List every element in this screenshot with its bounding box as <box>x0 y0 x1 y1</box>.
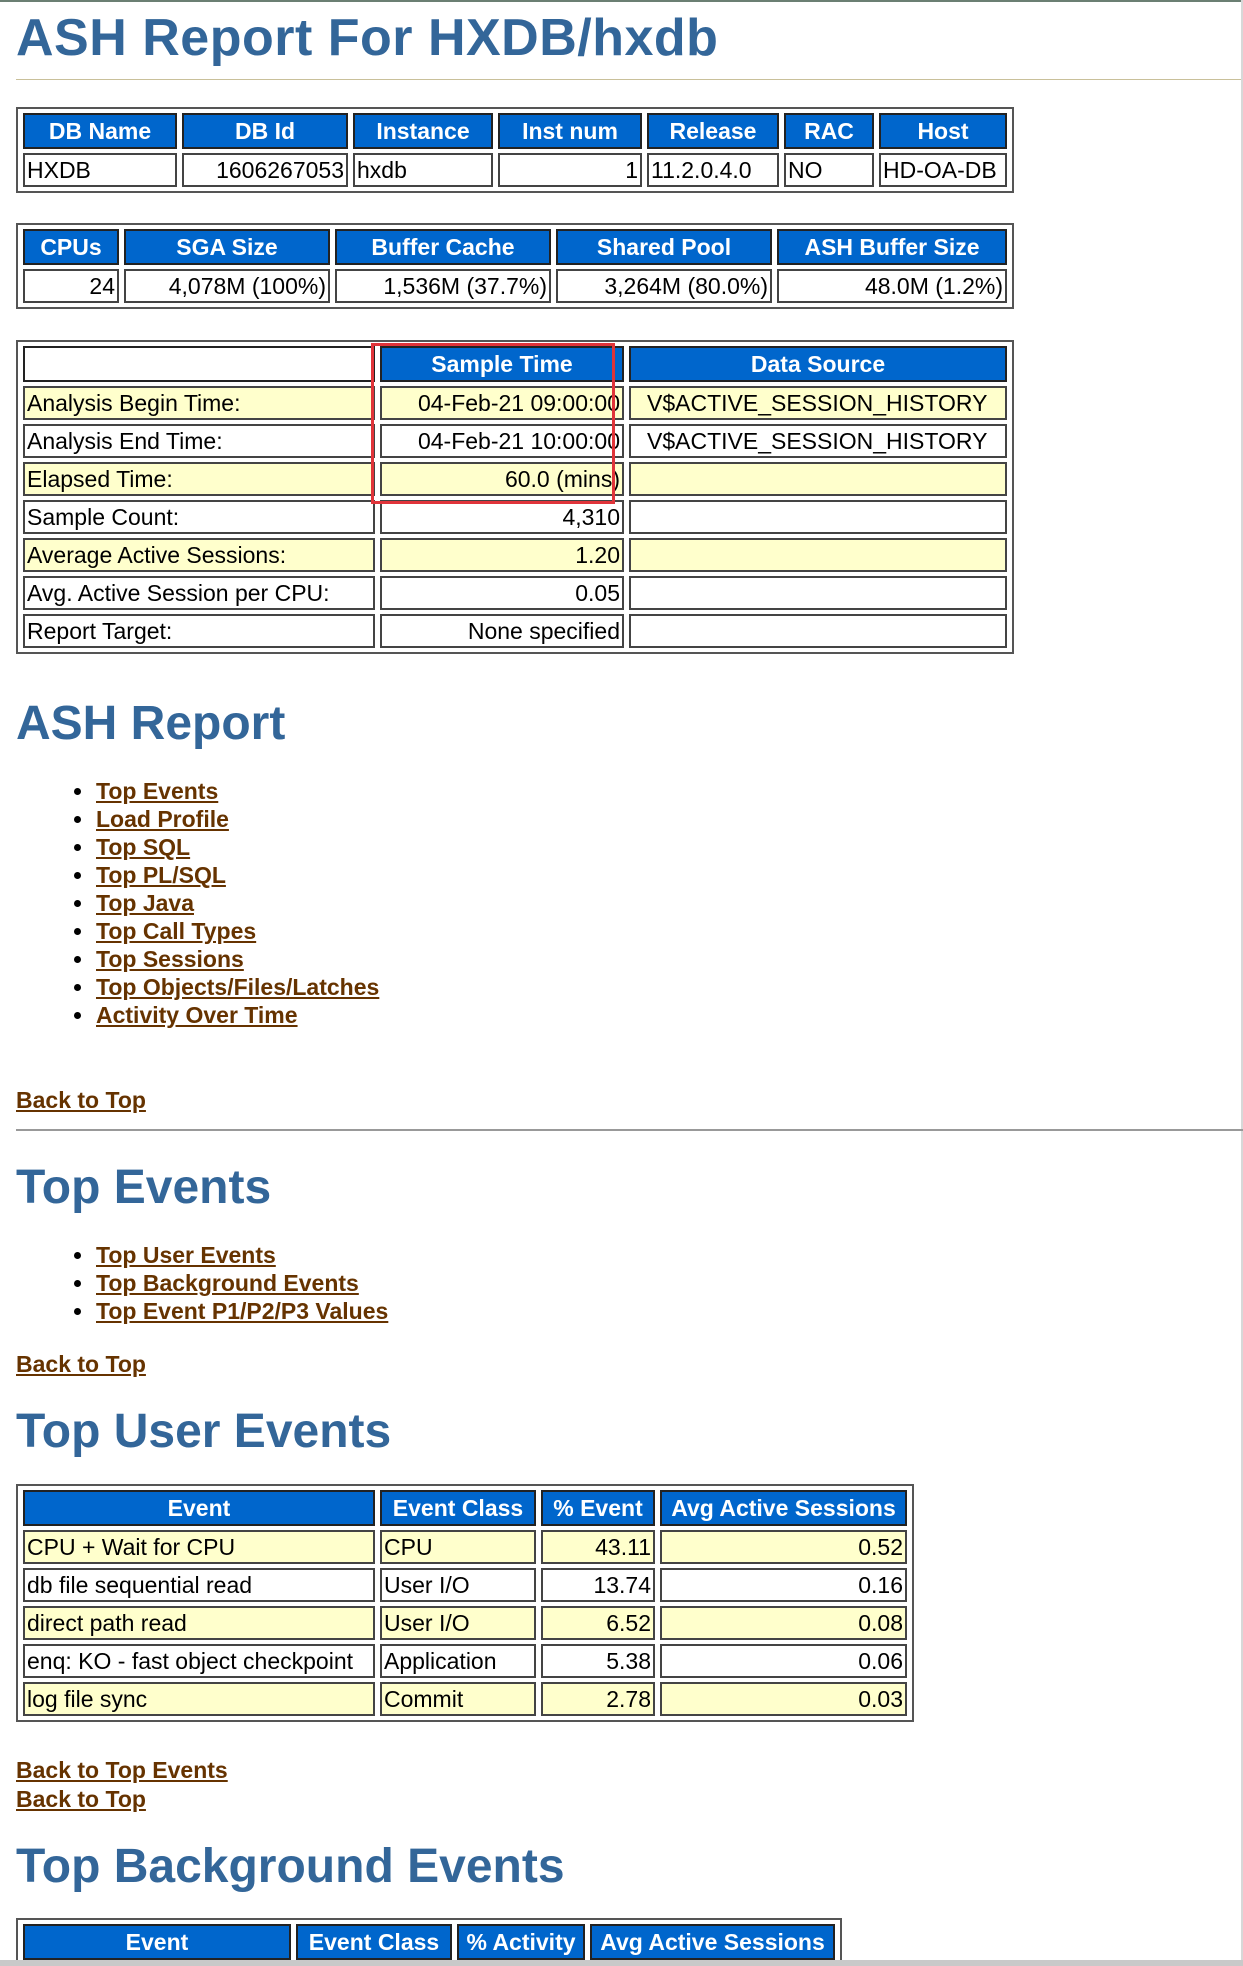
cell-shared-pool: 3,264M (80.0%) <box>556 269 772 303</box>
cell-avg-active-sessions: 0.16 <box>660 1568 907 1602</box>
back-to-top-link[interactable]: Back to Top <box>16 1786 146 1812</box>
cell-event-class: Application <box>380 1644 536 1678</box>
link-top-event-p1p2p3[interactable]: Top Event P1/P2/P3 Values <box>96 1298 389 1324</box>
table-row <box>23 1682 907 1716</box>
col-event: Event <box>23 1924 291 1960</box>
cell-ash-buffer-size: 48.0M (1.2%) <box>777 269 1007 303</box>
col-rac: RAC <box>784 113 874 149</box>
cell-sample-time: None specified <box>380 614 624 648</box>
list-item <box>96 805 379 833</box>
col-cpus: CPUs <box>23 229 119 265</box>
memory-row <box>23 269 1007 303</box>
cell-pct-event: 6.52 <box>541 1606 655 1640</box>
link-top-events[interactable]: Top Events <box>96 778 219 804</box>
cell-label: Average Active Sessions: <box>23 538 375 572</box>
col-avg-active-sessions: Avg Active Sessions <box>660 1490 907 1526</box>
cell-db-name: HXDB <box>23 153 177 187</box>
list-item <box>96 777 379 805</box>
cell-data-source <box>629 576 1007 610</box>
link-top-user-events[interactable]: Top User Events <box>96 1242 276 1268</box>
link-top-java[interactable]: Top Java <box>96 890 194 916</box>
cell-inst-num: 1 <box>498 153 642 187</box>
list-item <box>96 945 379 973</box>
cell-event: log file sync <box>23 1682 375 1716</box>
link-activity-over-time[interactable]: Activity Over Time <box>96 1002 298 1028</box>
cell-avg-active-sessions: 0.08 <box>660 1606 907 1640</box>
col-db-name: DB Name <box>23 113 177 149</box>
sample-row <box>23 424 1007 458</box>
list-item <box>96 973 379 1001</box>
top-background-events-table <box>16 1918 842 1966</box>
cell-event-class: User I/O <box>380 1606 536 1640</box>
cell-event: enq: KO - fast object checkpoint <box>23 1644 375 1678</box>
cell-sga-size: 4,078M (100%) <box>124 269 330 303</box>
cell-data-source <box>629 614 1007 648</box>
top-background-events-heading: Top Background Events <box>16 1840 565 1893</box>
top-events-heading: Top Events <box>16 1161 272 1214</box>
cell-label: Analysis Begin Time: <box>23 386 375 420</box>
col-sample-time: Sample Time <box>380 346 624 382</box>
back-to-top-link[interactable]: Back to Top <box>16 1351 146 1377</box>
table-row <box>23 1606 907 1640</box>
cell-avg-active-sessions: 0.52 <box>660 1530 907 1564</box>
top-user-events-table <box>16 1484 914 1722</box>
list-item <box>96 1001 379 1029</box>
cell-data-source <box>629 462 1007 496</box>
cell-sample-time: 4,310 <box>380 500 624 534</box>
col-host: Host <box>879 113 1007 149</box>
memory-info-table <box>16 223 1014 309</box>
cell-label: Elapsed Time: <box>23 462 375 496</box>
cell-event-class: Commit <box>380 1682 536 1716</box>
cell-avg-active-sessions: 0.03 <box>660 1682 907 1716</box>
link-top-sql[interactable]: Top SQL <box>96 834 191 860</box>
db-info-header-row <box>23 113 1007 149</box>
cell-event: db file sequential read <box>23 1568 375 1602</box>
cell-label: Avg. Active Session per CPU: <box>23 576 375 610</box>
cell-data-source <box>629 500 1007 534</box>
back-to-top-events-link[interactable]: Back to Top Events <box>16 1757 228 1783</box>
sample-row <box>23 500 1007 534</box>
list-item <box>96 1297 388 1325</box>
db-info-table <box>16 107 1014 193</box>
page-title: ASH Report For HXDB/hxdb <box>16 9 719 67</box>
col-avg-active-sessions: Avg Active Sessions <box>590 1924 835 1960</box>
list-item <box>96 833 379 861</box>
link-top-call-types[interactable]: Top Call Types <box>96 918 257 944</box>
top-user-events-heading: Top User Events <box>16 1405 392 1458</box>
cell-pct-event: 2.78 <box>541 1682 655 1716</box>
cell-cpus: 24 <box>23 269 119 303</box>
top-user-events-header-row <box>23 1490 907 1526</box>
cell-label: Report Target: <box>23 614 375 648</box>
sample-header-row <box>23 346 1007 382</box>
link-top-background-events[interactable]: Top Background Events <box>96 1270 359 1296</box>
cell-rac: NO <box>784 153 874 187</box>
bottom-scrollbar[interactable] <box>0 1960 1243 1966</box>
sample-row <box>23 386 1007 420</box>
col-data-source: Data Source <box>629 346 1007 382</box>
col-shared-pool: Shared Pool <box>556 229 772 265</box>
list-item <box>96 861 379 889</box>
col-instance: Instance <box>353 113 493 149</box>
cell-label: Analysis End Time: <box>23 424 375 458</box>
cell-sample-time: 04-Feb-21 10:00:00 <box>380 424 624 458</box>
list-item <box>96 917 379 945</box>
back-to-top-link[interactable]: Back to Top <box>16 1087 146 1113</box>
cell-instance: hxdb <box>353 153 493 187</box>
table-row <box>23 1644 907 1678</box>
cell-avg-active-sessions: 0.06 <box>660 1644 907 1678</box>
cell-event: direct path read <box>23 1606 375 1640</box>
col-event: Event <box>23 1490 375 1526</box>
cell-data-source: V$ACTIVE_SESSION_HISTORY <box>629 424 1007 458</box>
col-buffer-cache: Buffer Cache <box>335 229 551 265</box>
col-sga-size: SGA Size <box>124 229 330 265</box>
top-background-events-header-row <box>23 1924 835 1960</box>
cell-data-source <box>629 538 1007 572</box>
ash-report-toc <box>96 777 379 1029</box>
cell-pct-event: 43.11 <box>541 1530 655 1564</box>
cell-sample-time: 04-Feb-21 09:00:00 <box>380 386 624 420</box>
top-events-toc <box>96 1241 388 1325</box>
memory-header-row <box>23 229 1007 265</box>
cell-release: 11.2.0.4.0 <box>647 153 779 187</box>
sample-time-table <box>16 340 1014 654</box>
list-item <box>96 1241 388 1269</box>
cell-event: CPU + Wait for CPU <box>23 1530 375 1564</box>
top-border <box>0 0 1243 2</box>
cell-sample-time: 1.20 <box>380 538 624 572</box>
table-row <box>23 1530 907 1564</box>
col-blank <box>23 346 375 382</box>
title-rule <box>16 79 1241 80</box>
col-event-class: Event Class <box>296 1924 452 1960</box>
cell-label: Sample Count: <box>23 500 375 534</box>
sample-row <box>23 614 1007 648</box>
sample-row <box>23 576 1007 610</box>
link-top-objects[interactable]: Top Objects/Files/Latches <box>96 974 380 1000</box>
col-db-id: DB Id <box>182 113 348 149</box>
col-ash-buffer-size: ASH Buffer Size <box>777 229 1007 265</box>
list-item <box>96 889 379 917</box>
link-load-profile[interactable]: Load Profile <box>96 806 229 832</box>
cell-host: HD-OA-DB <box>879 153 1007 187</box>
table-row <box>23 1568 907 1602</box>
link-top-plsql[interactable]: Top PL/SQL <box>96 862 226 888</box>
section-divider <box>16 1129 1243 1131</box>
cell-pct-event: 5.38 <box>541 1644 655 1678</box>
cell-sample-time: 60.0 (mins) <box>380 462 624 496</box>
cell-sample-time: 0.05 <box>380 576 624 610</box>
cell-data-source: V$ACTIVE_SESSION_HISTORY <box>629 386 1007 420</box>
db-info-row <box>23 153 1007 187</box>
col-pct-activity: % Activity <box>457 1924 585 1960</box>
sample-row <box>23 538 1007 572</box>
ash-report-heading: ASH Report <box>16 697 286 750</box>
col-release: Release <box>647 113 779 149</box>
col-inst-num: Inst num <box>498 113 642 149</box>
cell-event-class: CPU <box>380 1530 536 1564</box>
sample-row <box>23 462 1007 496</box>
cell-pct-event: 13.74 <box>541 1568 655 1602</box>
cell-event-class: User I/O <box>380 1568 536 1602</box>
cell-db-id: 1606267053 <box>182 153 348 187</box>
list-item <box>96 1269 388 1297</box>
link-top-sessions[interactable]: Top Sessions <box>96 946 244 972</box>
col-event-class: Event Class <box>380 1490 536 1526</box>
col-pct-event: % Event <box>541 1490 655 1526</box>
cell-buffer-cache: 1,536M (37.7%) <box>335 269 551 303</box>
